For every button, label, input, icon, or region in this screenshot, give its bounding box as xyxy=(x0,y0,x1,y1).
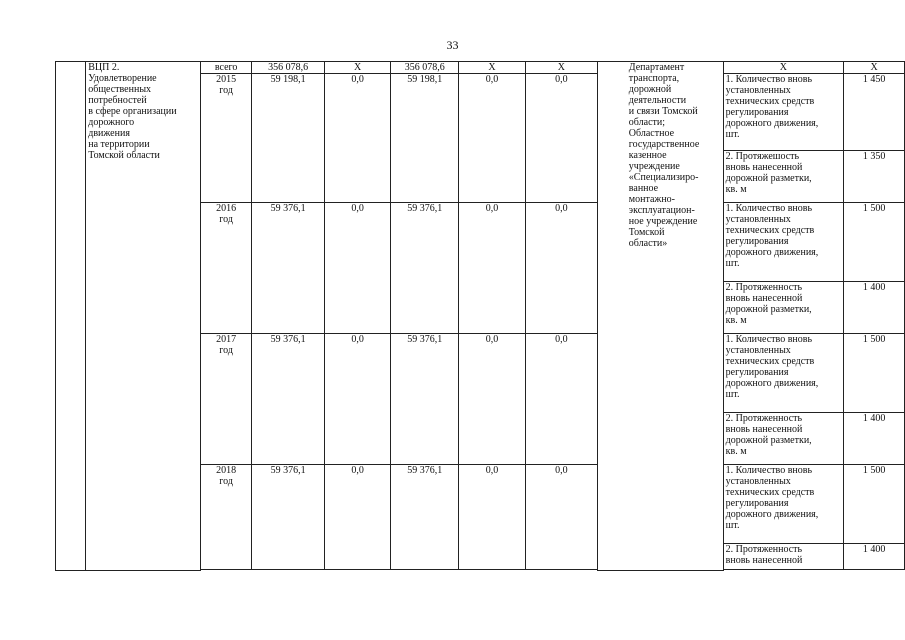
col-d-cell: 0,0 xyxy=(525,465,597,570)
col-c-cell: 0,0 xyxy=(459,74,526,203)
indicator-value-cell: 1 500 xyxy=(844,203,905,282)
col-d-cell: 0,0 xyxy=(525,203,597,334)
col-d-cell: Х xyxy=(525,62,597,74)
spacer xyxy=(200,570,843,571)
year-cell: 2015 год xyxy=(200,74,251,203)
indicator-value-cell: Х xyxy=(844,62,905,74)
indicator-name-cell: 2. Протяженность вновь нанесенной дорожной разметки, кв. м xyxy=(723,282,844,334)
col-a-cell: 0,0 xyxy=(324,203,391,334)
year-cell: 2017 год xyxy=(200,334,251,465)
indicator-value-cell: 1 500 xyxy=(844,465,905,544)
indicator-name-cell: 1. Количество вновь установленных технических средств регулирования дорожного движения, шт. xyxy=(723,334,844,413)
indicator-name-cell: 2. Протяженность вновь нанесенной xyxy=(723,544,844,570)
col-a-cell: 0,0 xyxy=(324,74,391,203)
col-c-cell: 0,0 xyxy=(459,203,526,334)
department-cell: Департамент транспорта, дорожной деятельности и связи Томской области; Областное государственное казенное учреждение «Специализиро- ванное монтажно- эксплуатацион- ное учреждение Томской области» xyxy=(627,62,723,571)
indicator-name-cell: 1. Количество вновь установленных технических средств регулирования дорожного движения, шт. xyxy=(723,74,844,151)
col-b-cell: 356 078,6 xyxy=(391,62,459,74)
col-b-cell: 59 376,1 xyxy=(391,465,459,570)
col-c-cell: 0,0 xyxy=(459,334,526,465)
col-a-cell: 0,0 xyxy=(324,334,391,465)
total-cell: 59 376,1 xyxy=(252,465,325,570)
indicator-name-cell: 2. Протяженность вновь нанесенной дорожной разметки, кв. м xyxy=(723,413,844,465)
page-number: 33 xyxy=(446,38,459,52)
period-cell: всего xyxy=(200,62,251,74)
table-row-total xyxy=(56,62,905,74)
total-cell: 59 198,1 xyxy=(252,74,325,203)
year-cell: 2016 год xyxy=(200,203,251,334)
program-name-cell: ВЦП 2. Удовлетворение общественных потребностей в сфере организации дорожного движения на территории Томской области xyxy=(86,62,201,571)
col-a-cell: Х xyxy=(324,62,391,74)
col-d-cell: 0,0 xyxy=(525,74,597,203)
col-b-cell: 59 376,1 xyxy=(391,334,459,465)
empty-gap-cell xyxy=(598,62,627,571)
indicator-value-cell: 1 400 xyxy=(844,413,905,465)
indicator-value-cell: 1 400 xyxy=(844,282,905,334)
col-d-cell: 0,0 xyxy=(525,334,597,465)
indicator-name-cell: 1. Количество вновь установленных технических средств регулирования дорожного движения, шт. xyxy=(723,203,844,282)
year-cell: 2018 год xyxy=(200,465,251,570)
col-c-cell: 0,0 xyxy=(459,465,526,570)
indicator-value-cell: 1 350 xyxy=(844,151,905,203)
blank-column-cell xyxy=(56,62,86,571)
total-cell: 59 376,1 xyxy=(252,203,325,334)
col-a-cell: 0,0 xyxy=(324,465,391,570)
col-b-cell: 59 198,1 xyxy=(391,74,459,203)
indicator-value-cell: 1 500 xyxy=(844,334,905,413)
indicator-name-cell: 2. Протяжешость вновь нанесенной дорожной разметки, кв. м xyxy=(723,151,844,203)
total-cell: 59 376,1 xyxy=(252,334,325,465)
indicator-value-cell: 1 450 xyxy=(844,74,905,151)
indicator-name-cell: 1. Количество вновь установленных технических средств регулирования дорожного движения, шт. xyxy=(723,465,844,544)
col-c-cell: Х xyxy=(459,62,526,74)
indicator-value-cell: 1 400 xyxy=(844,544,905,570)
col-b-cell: 59 376,1 xyxy=(391,203,459,334)
program-table xyxy=(55,61,905,571)
indicator-cell: Х xyxy=(723,62,844,74)
total-cell: 356 078,6 xyxy=(252,62,325,74)
